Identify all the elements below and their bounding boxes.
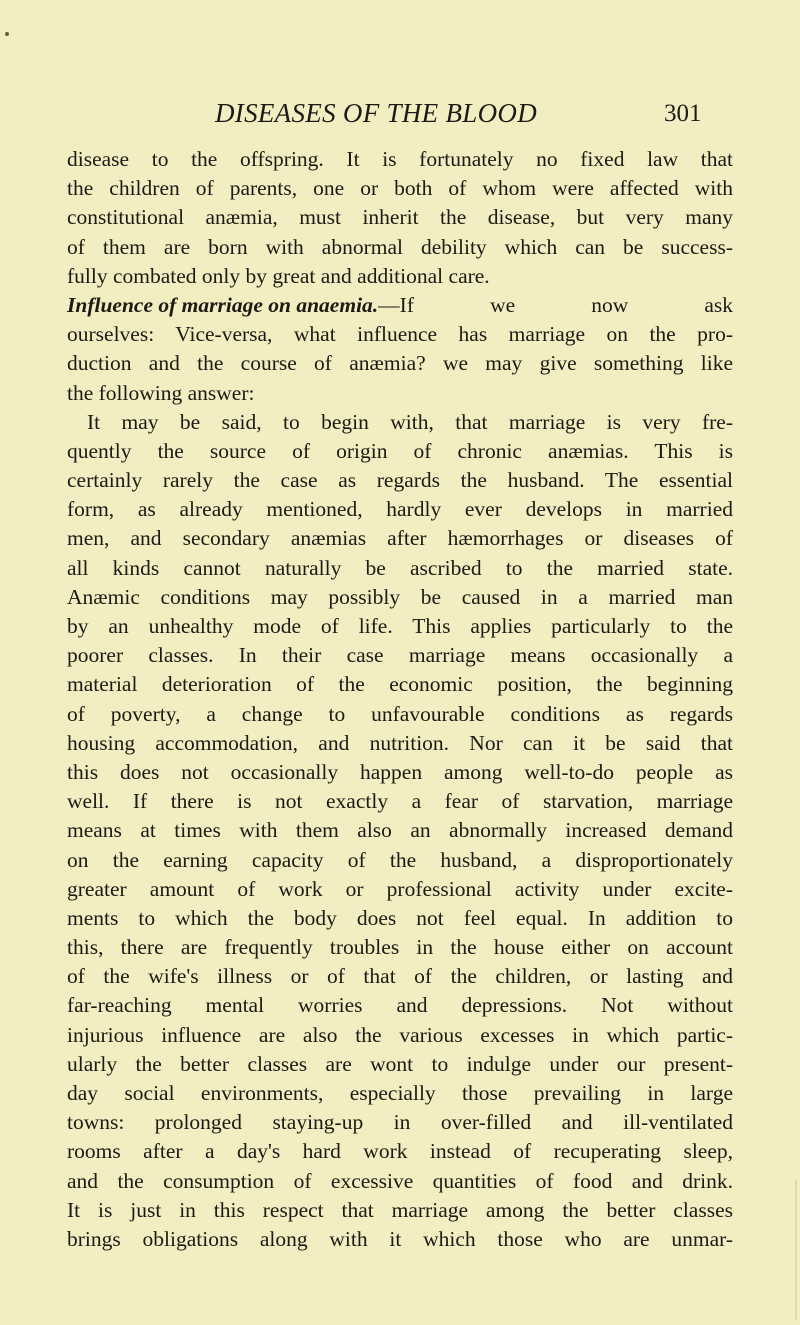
text-line: material deterioration of the economic position, the beginning: [67, 672, 733, 697]
text-line: certainly rarely the case as regards the husband. The essential: [67, 468, 733, 493]
text-line: It is just in this respect that marriage among the better classes: [67, 1197, 733, 1222]
page-edge: [795, 1180, 797, 1320]
text-line: and the consumption of excessive quantities of food and drink.: [67, 1168, 733, 1193]
text-line: far-reaching mental worries and depressions. Not without: [67, 993, 733, 1018]
text-line: by an unhealthy mode of life. This applies particularly to the: [67, 614, 733, 638]
section-heading: Influence of marriage on anaemia.: [67, 292, 379, 317]
text-line: Anæmic conditions may possibly be caused in a married man: [67, 584, 733, 609]
text-line: of them are born with abnormal debility which can be success-: [67, 234, 733, 259]
text-line: means at times with them also an abnormally increased demand: [67, 818, 733, 843]
text-line: form, as already mentioned, hardly ever develops in married: [67, 497, 733, 522]
text-line: duction and the course of anæmia? we may give something like: [67, 351, 733, 376]
page-body: [67, 145, 733, 1254]
text-line: ularly the better classes are wont to indulge under our present-: [67, 1051, 733, 1076]
text-line: quently the source of origin of chronic anæmias. This is: [67, 438, 733, 463]
page-number: 301: [664, 100, 702, 127]
text-line: rooms after a day's hard work instead of recuperating sleep,: [67, 1139, 733, 1164]
text-line: day social environments, especially those prevailing in large: [67, 1081, 733, 1105]
text-line: on the earning capacity of the husband, a disproportionately: [67, 847, 733, 872]
running-title: DISEASES OF THE BLOOD: [215, 98, 538, 128]
text-line: housing accommodation, and nutrition. Nor can it be said that: [67, 730, 733, 755]
text-line: ments to which the body does not feel equal. In addition to: [67, 905, 733, 930]
text-line: men, and secondary anæmias after hæmorrhages or diseases of: [67, 526, 733, 551]
text-line: It may be said, to begin with, that marriage is very fre-: [87, 409, 733, 434]
text-line: injurious influence are also the various excesses in which partic-: [67, 1022, 733, 1047]
text-line: fully combated only by great and additional care.: [67, 263, 490, 288]
text-line: towns: prolonged staying-up in over-filled and ill-ventilated: [67, 1110, 733, 1135]
text-line: this, there are frequently troubles in the house either on account: [67, 935, 733, 960]
running-header: [0, 98, 800, 130]
text-line: ourselves: Vice-versa, what influence has marriage on the pro-: [67, 322, 733, 347]
text-line: disease to the offspring. It is fortunately no fixed law that: [67, 147, 733, 171]
text-line: this does not occasionally happen among well-to-do people as: [67, 759, 733, 784]
heading-continuation: —If we now ask: [378, 292, 733, 317]
text-line: all kinds cannot naturally be ascribed to the married state.: [67, 555, 733, 580]
scan-speck: [5, 32, 9, 36]
text-line: well. If there is not exactly a fear of starvation, marriage: [67, 789, 733, 814]
text-line: of poverty, a change to unfavourable conditions as regards: [67, 701, 733, 726]
text-line: greater amount of work or professional activity under excite-: [67, 876, 733, 901]
text-line: the children of parents, one or both of whom were affected with: [67, 176, 733, 201]
text-line: [67, 291, 733, 320]
text-line: brings obligations along with it which those who are unmar-: [67, 1226, 733, 1251]
text-line: poorer classes. In their case marriage means occasionally a: [67, 643, 733, 668]
text-line: of the wife's illness or of that of the children, or lasting and: [67, 964, 733, 989]
text-line: the following answer:: [67, 380, 255, 405]
text-line: constitutional anæmia, must inherit the disease, but very many: [67, 205, 733, 230]
